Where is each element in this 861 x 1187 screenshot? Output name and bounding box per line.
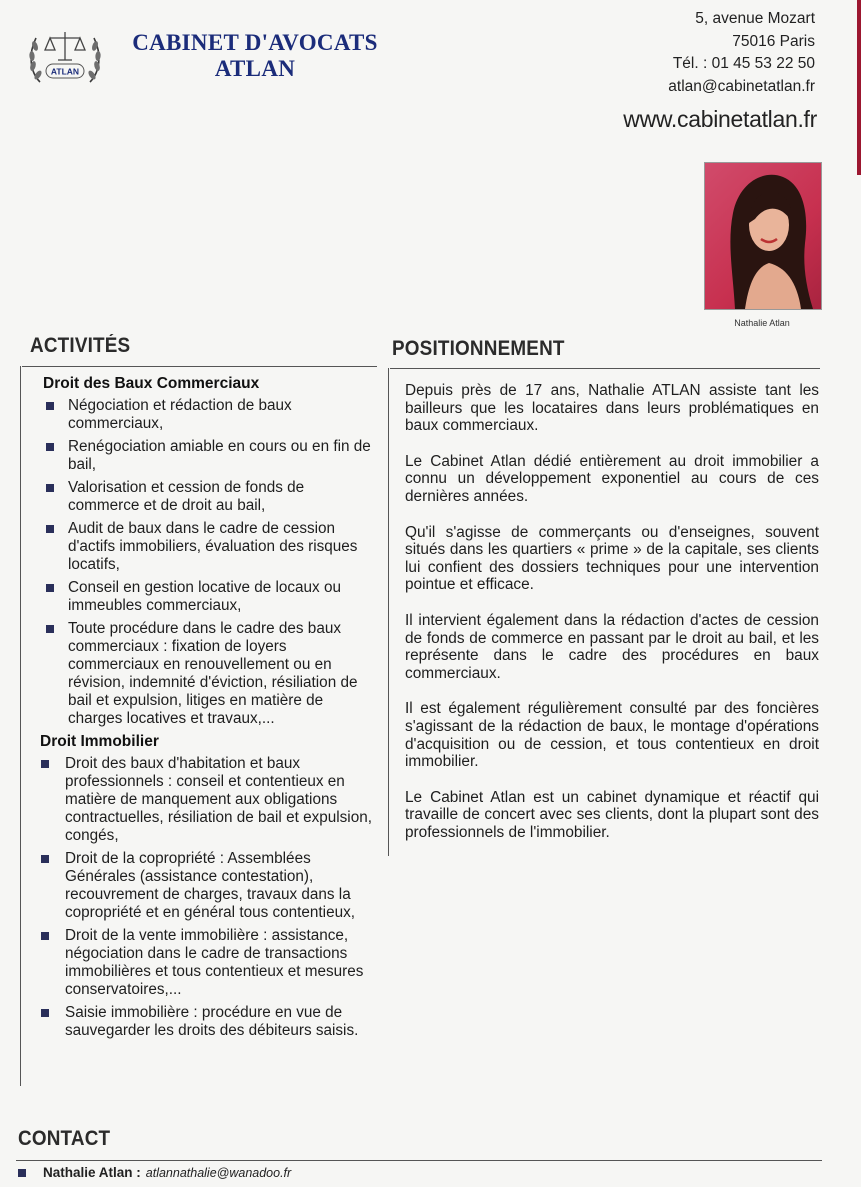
photo-caption: Nathalie Atlan — [734, 318, 790, 328]
address-block — [668, 8, 815, 98]
positionnement-paragraph: Il intervient également dans la rédaction d'actes de cession de fonds de commerce en passant par le droit au bail, et les représente dans le cadre des procédures en baux commerciaux. — [405, 611, 819, 682]
list-item-text: Droit de la copropriété : Assemblées Générales (assistance contestation), recouvrement de charges, travaux dans la copropriété et en général tous contentieux, — [65, 850, 355, 921]
contact-name: Nathalie Atlan : — [43, 1165, 141, 1180]
list-item — [38, 438, 373, 474]
list-item — [38, 397, 373, 433]
positionnement-border — [388, 368, 389, 856]
list-item-text: Conseil en gestion locative de locaux ou immeubles commerciaux, — [68, 579, 341, 614]
positionnement-paragraph: Le Cabinet Atlan dédié entièrement au droit immobilier a connu un développement exponentiel au cours de ces dernières années. — [405, 452, 819, 505]
portrait-photo — [704, 162, 822, 310]
square-bullet-icon — [41, 1009, 49, 1017]
phone-number: Tél. : 01 45 53 22 50 — [672, 55, 815, 72]
email-address: atlan@cabinetatlan.fr — [668, 77, 815, 95]
firm-logo — [26, 24, 104, 92]
square-bullet-icon — [41, 932, 49, 940]
list-item — [38, 579, 373, 615]
positionnement-paragraph: Qu'il s'agisse de commerçants ou d'enseignes, souvent situés dans les quartiers « prime » de la capitale, ses clients lui confient des dossiers techniques pour une intervention pointue et efficace. — [405, 523, 819, 594]
firm-name-line1: CABINET D'AVOCATS — [132, 30, 378, 55]
list-item — [38, 520, 373, 574]
square-bullet-icon — [46, 402, 54, 410]
square-bullet-icon — [18, 1169, 26, 1177]
activites-section — [38, 375, 373, 1045]
list-item — [38, 850, 373, 922]
positionnement-rule — [390, 368, 820, 369]
square-bullet-icon — [46, 625, 54, 633]
list-item — [38, 1004, 373, 1040]
website-link[interactable]: www.cabinetatlan.fr — [623, 106, 817, 132]
contact-line — [18, 1165, 291, 1180]
positionnement-paragraph: Le Cabinet Atlan est un cabinet dynamique et réactif qui travaille de concert avec ses clients, dont la plupart sont des professionnels de l'immobilier. — [405, 788, 819, 841]
list-item-text: Audit de baux dans le cadre de cession d'actifs immobiliers, évaluation des risques locatifs, — [68, 520, 358, 573]
square-bullet-icon — [46, 525, 54, 533]
contact-email-link[interactable]: atlannathalie@wanadoo.fr — [145, 1165, 292, 1180]
square-bullet-icon — [46, 584, 54, 592]
svg-text:ATLAN: ATLAN — [50, 66, 80, 77]
address-city: 75016 Paris — [732, 32, 815, 50]
positionnement-heading: POSITIONNEMENT — [392, 337, 565, 360]
list-item-text: Droit de la vente immobilière : assistance, négociation dans le cadre de transactions immobilières et tous contentieux et mesures conservatoires,... — [65, 927, 364, 998]
baux-commerciaux-list — [38, 397, 373, 728]
positionnement-section — [405, 382, 819, 859]
contact-heading: CONTACT — [18, 1127, 111, 1150]
list-item-text: Toute procédure dans le cadre des baux commerciaux : fixation de loyers commerciaux en renouvellement ou en révision, indemnité d'éviction, résiliation de bail et expulsion, litiges en matière de charges locatives et travaux,... — [68, 620, 358, 727]
list-item — [38, 479, 373, 515]
list-item-text: Négociation et rédaction de baux commerciaux, — [68, 397, 292, 432]
address-street: 5, avenue Mozart — [695, 10, 815, 27]
list-item-text: Droit des baux d'habitation et baux professionnels : conseil et contentieux en matière de manquement aux obligations contractuelles, résiliation de bail et expulsion, congés, — [65, 755, 372, 844]
square-bullet-icon — [46, 484, 54, 492]
activites-rule — [22, 366, 377, 367]
category-title-droit-immobilier: Droit Immobilier — [40, 733, 159, 750]
positionnement-paragraph: Il est également régulièrement consulté par des foncières s'agissant de la rédaction de baux, le montage d'opérations d'acquisition ou de cession, et tous contentieux en droit immobilier. — [405, 700, 819, 771]
droit-immobilier-list — [38, 755, 373, 1040]
firm-name-line2: ATLAN — [214, 56, 296, 81]
positionnement-paragraph: Depuis près de 17 ans, Nathalie ATLAN assiste tant les bailleurs que les locataires dans leurs problématiques en baux commerciaux. — [405, 382, 819, 435]
category-title-baux-commerciaux: Droit des Baux Commerciaux — [43, 375, 260, 392]
square-bullet-icon — [41, 760, 49, 768]
list-item — [38, 620, 373, 728]
list-item-text: Saisie immobilière : procédure en vue de sauvegarder les droits des débiteurs saisis. — [65, 1004, 359, 1039]
list-item — [38, 755, 373, 845]
square-bullet-icon — [46, 443, 54, 451]
list-item — [38, 927, 373, 999]
list-item-text: Valorisation et cession de fonds de commerce et de droit au bail, — [68, 479, 305, 514]
list-item-text: Renégociation amiable en cours ou en fin de bail, — [68, 438, 371, 473]
edge-accent-bar — [857, 0, 861, 175]
square-bullet-icon — [41, 855, 49, 863]
activites-border — [20, 366, 21, 1086]
firm-name — [110, 30, 400, 82]
contact-rule — [16, 1160, 822, 1161]
activites-heading: ACTIVITÉS — [30, 334, 131, 357]
